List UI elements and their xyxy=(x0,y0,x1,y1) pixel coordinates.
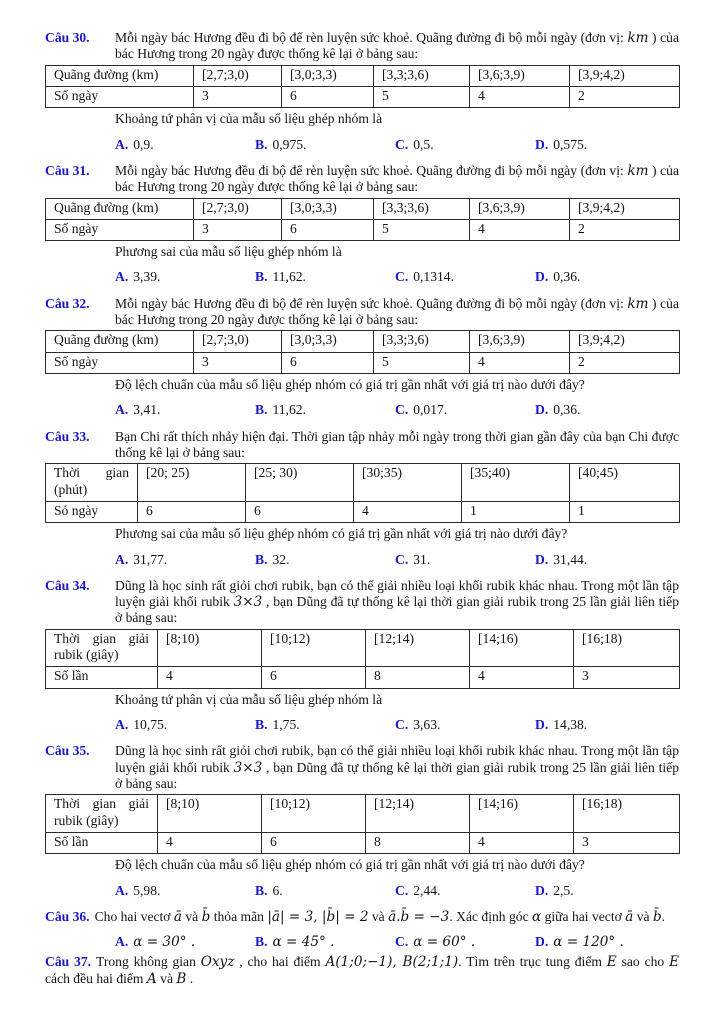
table-header-cell: Quãng đường (km) xyxy=(46,331,194,352)
option-value: 0,017. xyxy=(413,402,448,418)
table-header-cell: [10;12) xyxy=(262,629,366,667)
frequency-table xyxy=(45,629,680,689)
answer-options xyxy=(115,552,679,568)
option-c xyxy=(395,883,535,899)
option-c xyxy=(395,269,535,285)
table-cell: 6 xyxy=(138,501,246,522)
question-intro: Mỗi ngày bác Hương đều đi bộ để rèn luyện sức khoẻ. Quãng đường đi bộ mỗi ngày (đơn vị: km ) của bác Hương trong 20 ngày được thống kê lại ở bảng sau: xyxy=(115,30,679,62)
option-b xyxy=(255,552,395,568)
option-letter: A. xyxy=(115,269,129,285)
question-intro: Mỗi ngày bác Hương đều đi bộ để rèn luyện sức khoẻ. Quãng đường đi bộ mỗi ngày (đơn vị: km ) của bác Hương trong 20 ngày được thống kê lại ở bảng sau: xyxy=(115,162,679,195)
option-letter: A. xyxy=(115,551,129,567)
table-header-cell: [3,6;3,9) xyxy=(470,198,570,219)
table-data-row xyxy=(46,667,680,688)
table-cell: 5 xyxy=(374,86,470,107)
option-value: α = 60° . xyxy=(413,934,476,951)
option-letter: D. xyxy=(535,402,549,418)
table-cell: Số ngày xyxy=(46,352,194,373)
table-cell: 4 xyxy=(354,501,462,522)
question-33 xyxy=(45,429,679,568)
option-d xyxy=(535,934,679,950)
option-value: 3,63. xyxy=(413,717,441,732)
option-d xyxy=(535,883,679,899)
option-b xyxy=(255,717,395,733)
table-cell: 3 xyxy=(574,832,680,853)
question-intro: Dũng là học sinh rất giỏi chơi rubik, bạn có thể giải nhiều loại khối rubik khác nhau. Trong một lần tập luyện giải khối rubik 3×3 , bạn Dũng đã tự thống kê lại thời gian giải rubik trong 25 lần giải liên tiếp ở bảng sau: xyxy=(115,577,679,626)
table-header-row xyxy=(46,198,680,219)
option-value: 0,9. xyxy=(133,136,154,152)
table-data-row xyxy=(46,832,680,853)
question-number: Câu 35. xyxy=(45,743,90,759)
table-header-cell: [14;16) xyxy=(470,795,574,833)
table-header-cell: [12;14) xyxy=(366,629,470,667)
table-header-cell: [30;35) xyxy=(354,464,462,502)
question-prompt: Độ lệch chuẩn của mẫu số liệu ghép nhóm có giá trị gần nhất với giá trị nào dưới đây? xyxy=(115,377,585,392)
table-header-cell: [3,0;3,3) xyxy=(282,65,374,86)
question-35 xyxy=(45,743,679,899)
option-value: 3,41. xyxy=(133,402,161,418)
table-header-cell: [3,6;3,9) xyxy=(470,65,570,86)
option-value: 11,62. xyxy=(272,269,306,285)
question-intro: Dũng là học sinh rất giỏi chơi rubik, bạn có thể giải nhiều loại khối rubik khác nhau. Trong một lần tập luyện giải khối rubik 3×3 , bạn Dũng đã tự thống kê lại thời gian giải rubik trong 25 lần giải liên tiếp ở bảng sau: xyxy=(115,743,679,791)
option-a xyxy=(115,883,255,899)
table-cell: Số lần xyxy=(46,832,158,853)
option-b xyxy=(255,934,395,950)
option-c xyxy=(395,137,535,153)
option-value: α = 45° . xyxy=(272,934,335,951)
question-intro: Bạn Chi rất thích nhảy hiện đại. Thời gian tập nhảy mỗi ngày trong thời gian gần đây của bạn Chi được thống kê lại ở bảng sau: xyxy=(115,428,679,460)
question-head xyxy=(45,578,679,627)
question-head xyxy=(45,163,679,196)
question-head xyxy=(45,743,679,792)
table-header-cell: [2,7;3,0) xyxy=(194,198,282,219)
question-number: Câu 30. xyxy=(45,30,90,45)
question-head xyxy=(45,954,679,987)
option-b xyxy=(255,883,395,899)
frequency-table xyxy=(45,794,680,854)
question-number: Câu 34. xyxy=(45,577,90,593)
option-value: 0,975. xyxy=(272,136,307,152)
question-intro: Trong không gian Oxyz , cho hai điểm A(1;0;−1), B(2;1;1). Tìm trên trục tung điểm E sao cho E cách đều hai điểm A và B . xyxy=(45,954,679,987)
question-number: Câu 33. xyxy=(45,428,90,444)
question-head xyxy=(45,296,679,329)
question-prompt: Khoảng tứ phân vị của mẫu số liệu ghép nhóm là xyxy=(115,691,383,707)
option-letter: C. xyxy=(395,136,409,152)
option-c xyxy=(395,717,535,733)
option-letter: D. xyxy=(535,934,549,950)
table-header-cell: [3,0;3,3) xyxy=(282,331,374,352)
option-letter: D. xyxy=(535,269,549,285)
table-header-cell: [3,3;3,6) xyxy=(374,65,470,86)
frequency-table xyxy=(45,330,680,374)
option-letter: A. xyxy=(115,136,129,152)
option-c xyxy=(395,402,535,418)
option-value: 31,77. xyxy=(133,551,168,567)
table-header-cell: [16;18) xyxy=(574,795,680,833)
option-value: α = 30° . xyxy=(133,934,196,951)
question-number: Câu 37. xyxy=(45,954,92,970)
option-letter: A. xyxy=(115,934,129,950)
option-letter: C. xyxy=(395,551,409,567)
table-header-cell: [8;10) xyxy=(158,795,262,833)
option-a xyxy=(115,269,255,285)
option-value: 0,575. xyxy=(553,136,588,152)
question-prompt: Phương sai của mẫu số liệu ghép nhóm là xyxy=(115,244,342,260)
option-letter: D. xyxy=(535,551,549,567)
option-letter: D. xyxy=(535,717,549,732)
question-34 xyxy=(45,578,679,734)
table-header-row xyxy=(46,464,680,502)
table-cell: Số ngày xyxy=(46,86,194,107)
option-value: α = 120° . xyxy=(553,934,624,951)
option-letter: C. xyxy=(395,717,409,732)
table-header-cell: [3,3;3,6) xyxy=(374,198,470,219)
option-value: 10,75. xyxy=(133,717,168,732)
table-cell: 6 xyxy=(262,667,366,688)
table-cell: 5 xyxy=(374,219,470,240)
table-header-row xyxy=(46,65,680,86)
table-header-cell: [3,9;4,2) xyxy=(570,198,680,219)
option-a xyxy=(115,717,255,733)
option-letter: C. xyxy=(395,934,409,950)
table-data-row xyxy=(46,86,680,107)
option-letter: D. xyxy=(535,136,549,152)
option-letter: B. xyxy=(255,551,268,567)
table-cell: 4 xyxy=(470,86,570,107)
option-letter: B. xyxy=(255,717,268,732)
option-value: 14,38. xyxy=(553,717,588,732)
table-cell: 4 xyxy=(158,832,262,853)
table-cell: 3 xyxy=(194,352,282,373)
table-header-cell: [3,9;4,2) xyxy=(570,65,680,86)
table-cell: 2 xyxy=(570,219,680,240)
answer-options xyxy=(115,883,679,899)
table-cell: 4 xyxy=(470,667,574,688)
question-prompt: Độ lệch chuẩn của mẫu số liệu ghép nhóm có giá trị gần nhất với giá trị nào dưới đây? xyxy=(115,857,585,873)
option-d xyxy=(535,402,679,418)
table-header-cell: [2,7;3,0) xyxy=(194,65,282,86)
table-header-cell: [40;45) xyxy=(570,464,680,502)
option-letter: C. xyxy=(395,402,409,418)
answer-options xyxy=(115,934,679,950)
option-a xyxy=(115,552,255,568)
question-number: Câu 36. xyxy=(45,908,90,924)
table-data-row xyxy=(46,501,680,522)
option-value: 32. xyxy=(272,551,290,567)
table-cell: 6 xyxy=(262,832,366,853)
table-header-cell: [3,9;4,2) xyxy=(570,331,680,352)
table-cell: 4 xyxy=(470,219,570,240)
option-c xyxy=(395,552,535,568)
option-b xyxy=(255,137,395,153)
question-intro: Cho hai vectơ ā và b̄ thỏa mãn |ā| = 3, |b̄| = 2 và ā.b̄ = −3. Xác định góc α giữa hai vectơ ā và b̄. xyxy=(94,908,666,925)
option-letter: A. xyxy=(115,717,129,732)
option-value: 31,44. xyxy=(553,551,588,567)
table-cell: 4 xyxy=(470,352,570,373)
option-value: 31. xyxy=(413,551,431,567)
option-d xyxy=(535,717,679,733)
table-header-cell: Quãng đường (km) xyxy=(46,65,194,86)
table-header-cell: [3,3;3,6) xyxy=(374,331,470,352)
table-header-cell: Quãng đường (km) xyxy=(46,198,194,219)
option-b xyxy=(255,269,395,285)
option-letter: B. xyxy=(255,136,268,152)
frequency-table xyxy=(45,65,680,109)
table-header-cell: [20; 25) xyxy=(138,464,246,502)
table-header-row xyxy=(46,629,680,667)
table-header-cell: [16;18) xyxy=(574,629,680,667)
table-cell: 3 xyxy=(574,667,680,688)
option-letter: A. xyxy=(115,882,129,898)
table-cell: Số lần xyxy=(46,667,158,688)
option-value: 3,39. xyxy=(133,269,161,285)
option-value: 6. xyxy=(272,882,283,898)
table-cell: 5 xyxy=(374,352,470,373)
answer-options xyxy=(115,269,679,285)
question-36 xyxy=(45,909,679,951)
question-32 xyxy=(45,296,679,419)
table-cell: 6 xyxy=(282,352,374,373)
table-cell: 2 xyxy=(570,352,680,373)
table-cell: 1 xyxy=(462,501,570,522)
option-d xyxy=(535,137,679,153)
table-cell: Só ngày xyxy=(46,501,138,522)
question-prompt: Phương sai của mẫu số liệu ghép nhóm có giá trị gần nhất với giá trị nào dưới đây? xyxy=(115,526,568,542)
option-value: 5,98. xyxy=(133,882,161,898)
table-header-cell: [25; 30) xyxy=(246,464,354,502)
option-letter: D. xyxy=(535,882,549,898)
option-c xyxy=(395,934,535,950)
table-cell: 6 xyxy=(246,501,354,522)
option-letter: B. xyxy=(255,882,268,898)
question-head xyxy=(45,30,679,63)
option-letter: B. xyxy=(255,402,268,418)
question-head xyxy=(45,429,679,462)
option-a xyxy=(115,934,255,950)
question-number: Câu 31. xyxy=(45,162,90,178)
table-header-cell: Thời gian giải rubik (giây) xyxy=(46,629,158,667)
table-header-cell: [14;16) xyxy=(470,629,574,667)
table-header-cell: [35;40) xyxy=(462,464,570,502)
question-prompt: Khoảng tứ phân vị của mẫu số liệu ghép nhóm là xyxy=(115,111,383,127)
option-a xyxy=(115,402,255,418)
table-cell: 4 xyxy=(158,667,262,688)
table-header-cell: [2,7;3,0) xyxy=(194,331,282,352)
table-cell: Số ngày xyxy=(46,219,194,240)
option-value: 0,5. xyxy=(413,136,434,152)
question-37 xyxy=(45,954,679,987)
option-value: 0,36. xyxy=(553,269,581,285)
table-cell: 2 xyxy=(570,86,680,107)
option-value: 2,44. xyxy=(413,882,441,898)
table-cell: 8 xyxy=(366,832,470,853)
option-value: 1,75. xyxy=(272,717,300,732)
option-value: 0,36. xyxy=(553,402,581,418)
table-data-row xyxy=(46,219,680,240)
table-cell: 6 xyxy=(282,219,374,240)
table-header-cell: [8;10) xyxy=(158,629,262,667)
table-header-row xyxy=(46,795,680,833)
option-value: 2,5. xyxy=(553,882,574,898)
table-cell: 1 xyxy=(570,501,680,522)
frequency-table xyxy=(45,463,680,523)
answer-options xyxy=(115,402,679,418)
table-cell: 3 xyxy=(194,86,282,107)
option-letter: A. xyxy=(115,402,129,418)
answer-options xyxy=(115,717,679,733)
question-intro: Mỗi ngày bác Hương đều đi bộ để rèn luyện sức khoẻ. Quãng đường đi bộ mỗi ngày (đơn vị: km ) của bác Hương trong 20 ngày được thống kê lại ở bảng sau: xyxy=(115,295,679,328)
table-header-cell: [3,6;3,9) xyxy=(470,331,570,352)
table-header-cell: Thời gian giải rubik (giây) xyxy=(46,795,158,833)
table-header-cell: [12;14) xyxy=(366,795,470,833)
option-a xyxy=(115,137,255,153)
table-header-cell: [10;12) xyxy=(262,795,366,833)
table-data-row xyxy=(46,352,680,373)
question-31 xyxy=(45,163,679,286)
option-b xyxy=(255,402,395,418)
option-letter: C. xyxy=(395,882,409,898)
table-header-row xyxy=(46,331,680,352)
answer-options xyxy=(115,137,679,153)
question-head xyxy=(45,909,679,925)
table-cell: 6 xyxy=(282,86,374,107)
option-value: 0,1314. xyxy=(413,269,454,285)
option-letter: C. xyxy=(395,269,409,285)
question-number: Câu 32. xyxy=(45,295,90,311)
frequency-table xyxy=(45,198,680,242)
table-cell: 4 xyxy=(470,832,574,853)
option-letter: B. xyxy=(255,934,268,950)
option-letter: B. xyxy=(255,269,268,285)
table-header-cell: Thời gian (phút) xyxy=(46,464,138,502)
table-cell: 8 xyxy=(366,667,470,688)
table-cell: 3 xyxy=(194,219,282,240)
option-d xyxy=(535,269,679,285)
option-d xyxy=(535,552,679,568)
option-value: 11,62. xyxy=(272,402,306,418)
table-header-cell: [3,0;3,3) xyxy=(282,198,374,219)
question-30 xyxy=(45,30,679,153)
